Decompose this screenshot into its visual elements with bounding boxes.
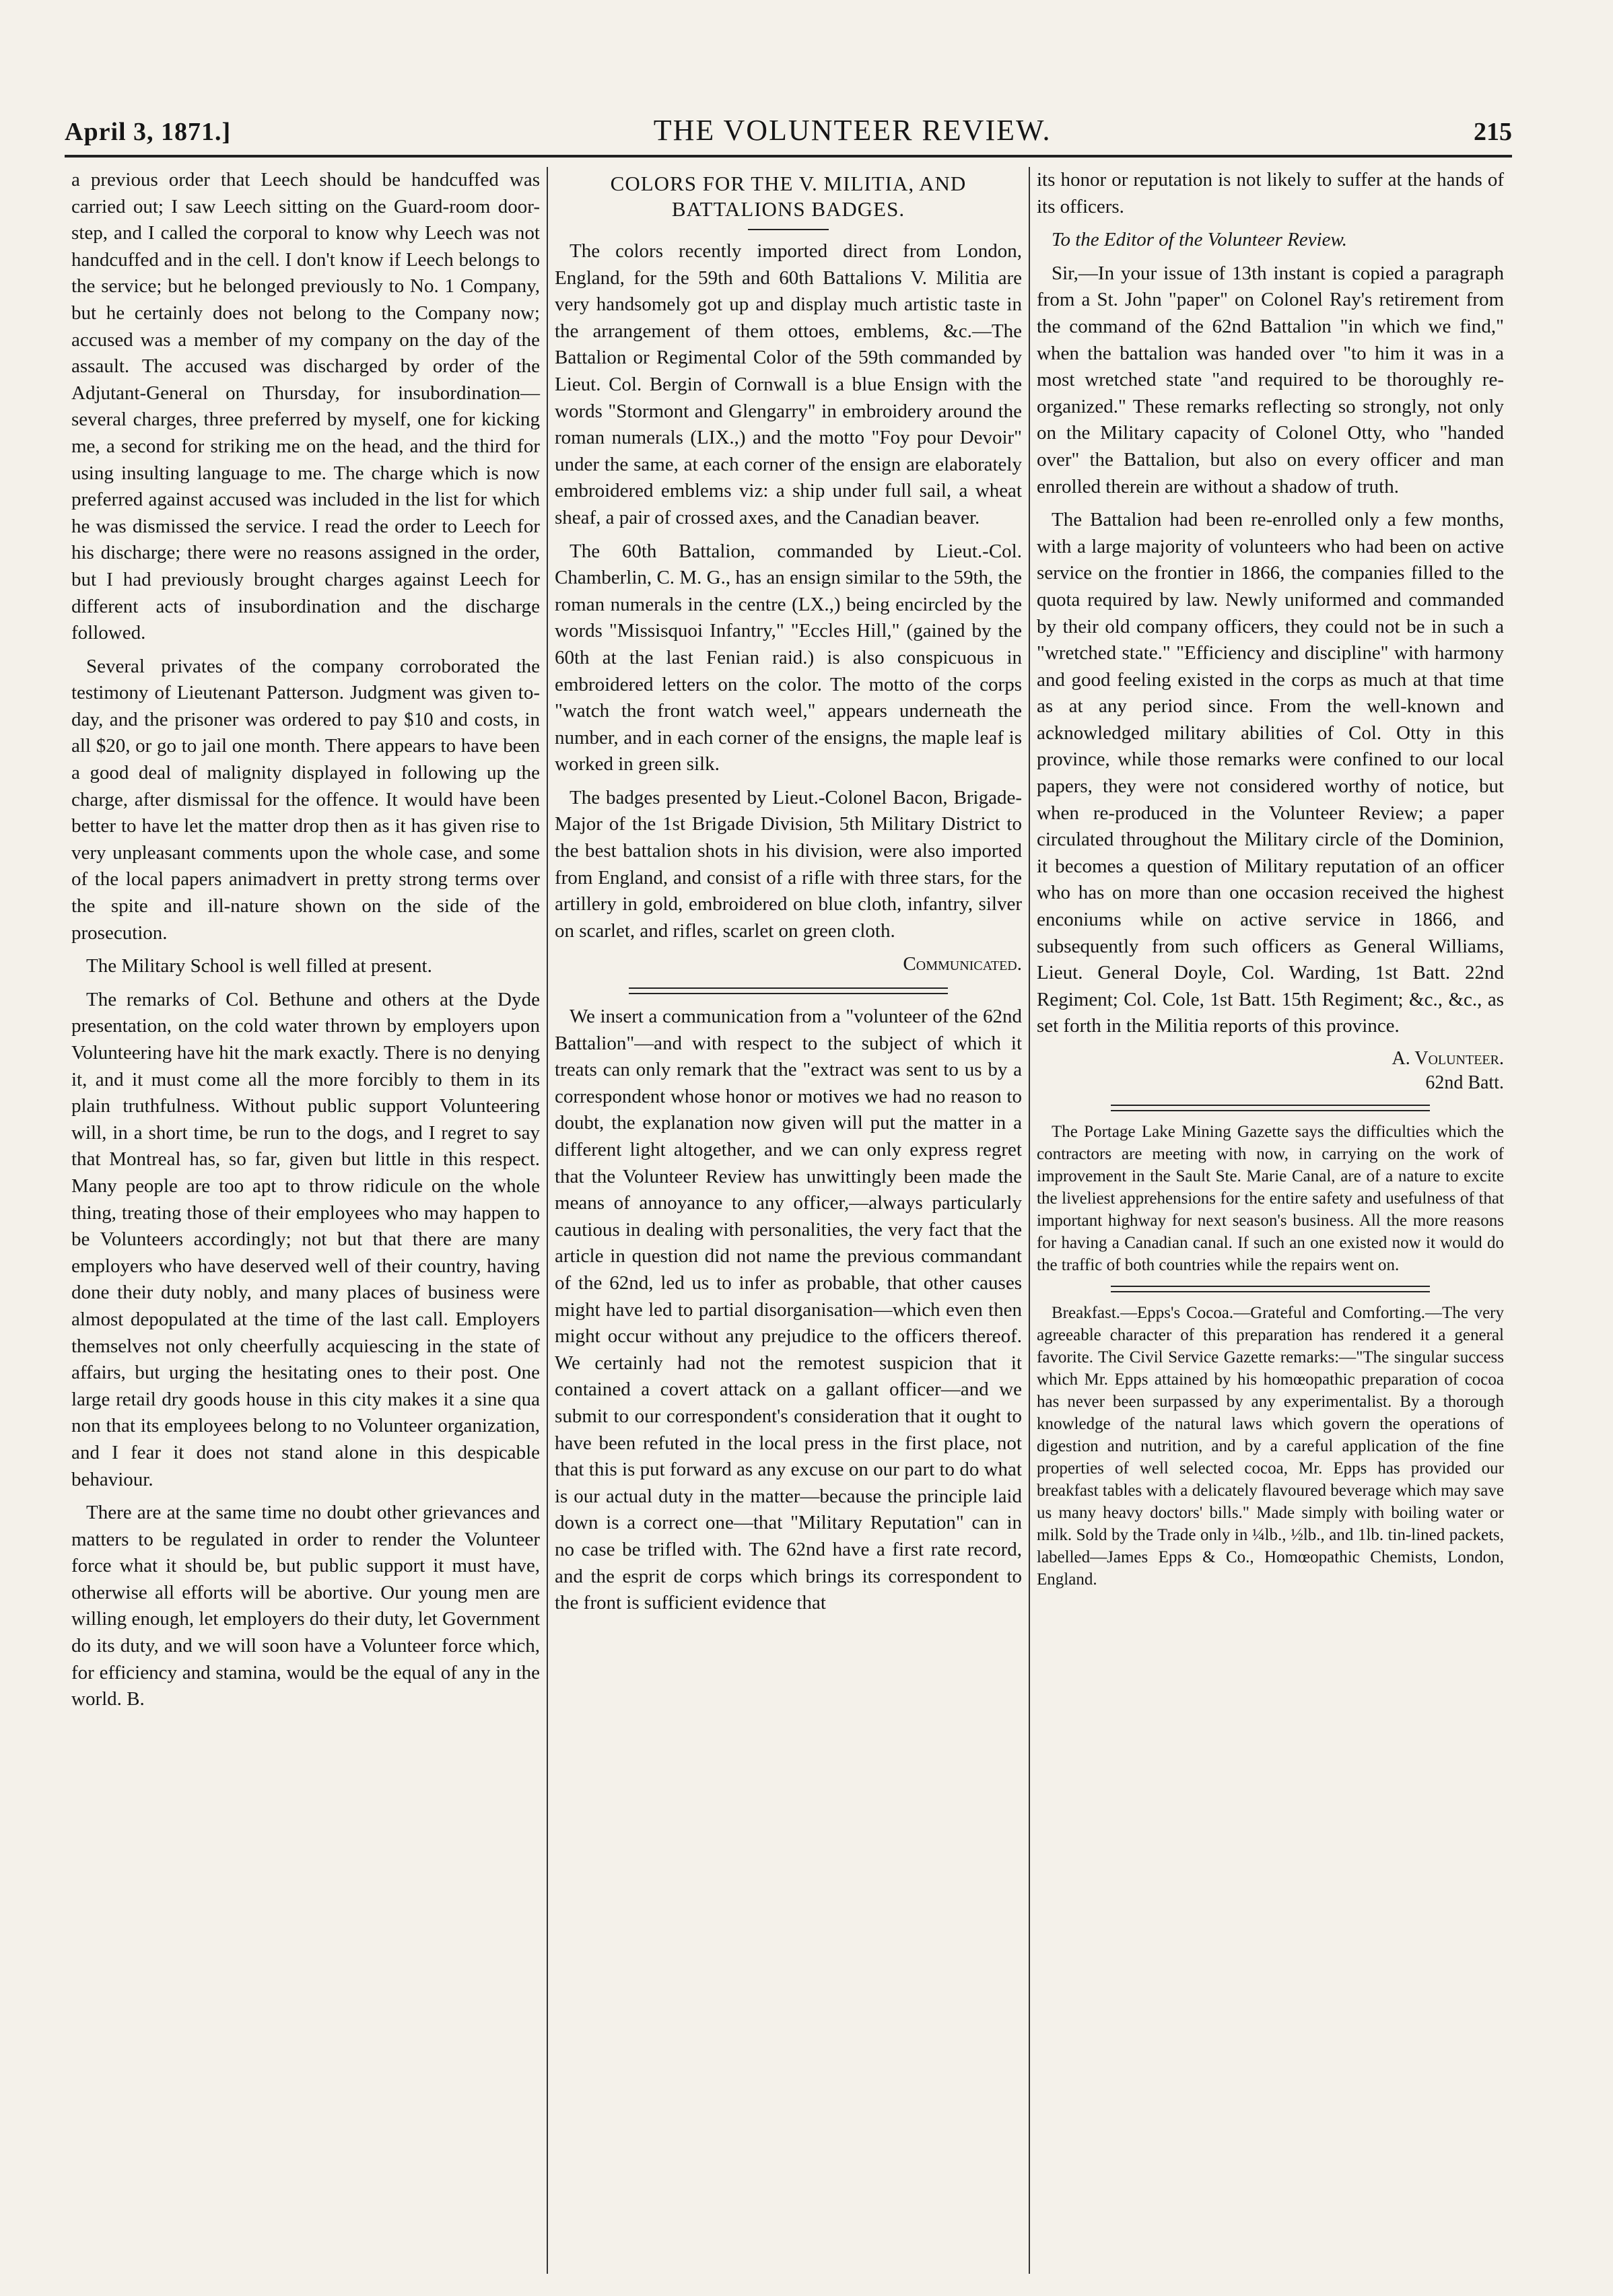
- paragraph: The 60th Battalion, commanded by Lieut.-Col. Chamberlin, C. M. G., has an ensign similar to the 59th, the roman numerals in the centre (LX.,) being encircled by the words "Missisquoi Infantry," "Eccles Hill," (gained by the 60th at the last Fenian raid.) is also conspicuous in embroidered letters on the color. The motto of the corps "watch the front watch weel," appears underneath the number, and in each corner of the ensigns, the maple leaf is worked in green silk.: [555, 540, 1022, 775]
- byline-communicated: Communicated.: [903, 953, 1022, 975]
- paragraph: We insert a communication from a "volunteer of the 62nd Battalion"—and with respect to the subject of which it treats can only remark that the "extract was sent to us by a correspondent whose honor or motives we had no reason to doubt, the explanation now given will put the matter in a different light altogether, and we can only express regret that the Volunteer Review has unwittingly been made the means of annoyance to any officer,—always particularly cautious in dealing with personalities, the very fact that the article in question did not name the previous commandant of the 62nd, led us to infer as probable, that other causes might have led to partial disorganisation—which even then might occur without any prejudice to the officers thereof. We certainly had not the remotest suspicion that it contained a covert attack on a gallant officer—and we submit to our correspondent's consideration that it ought to have been refuted in the local press in the first place, not that this is put forward as any excuse on our part to do what is our actual duty in the matter—because the principle laid down is a correct one—that "Military Reputation" can in no case be trifled with. The 62nd have a first rate record, and the esprit de corps which brings its correspondent to the front is sufficient evidence that: [555, 1006, 1022, 1614]
- divider: [1111, 1105, 1430, 1111]
- column-3: [1029, 167, 1511, 2274]
- article-heading: COLORS FOR THE V. MILITIA, AND BATTALIONS BADGES.: [610, 172, 967, 221]
- signature-unit: 62nd Batt.: [1425, 1072, 1504, 1093]
- divider: [1111, 1286, 1430, 1292]
- paragraph: The remarks of Col. Bethune and others at the Dyde presentation, on the cold water thrown by employers upon Volunteering have hit the mark exactly. There is no denying it, and it must come all the more forcibly to them in its plain truthfulness. Without public support Volunteering will, in a short time, be run to the dogs, and I regret to say that Montreal has, so far, given but little in this respect. Many people are too apt to throw ridicule on the whole thing, treating those of their employees who may happen to be Volunteers accordingly; not but that there are many employers who have deserved well of their country, having done their duty nobly, and many places of business were almost depopulated at the time of the last call. Employers themselves not only cheerfully acquiescing in the state of affairs, but urging the hesitating ones to their post. One large retail dry goods house in this city makes it a sine qua non that its employees belong to no Volunteer organization, and I fear it does not stand alone in this despicable behaviour.: [71, 988, 540, 1490]
- paragraph: The Military School is well filled at present.: [86, 955, 432, 977]
- paragraph: a previous order that Leech should be handcuffed was carried out; I saw Leech sitting on the Guard-room door-step, and I called the corporal to know why Leech was not handcuffed and in the cell. I don't know if Leech belongs to the service; but he belonged previously to No. 1 Company, but he certainly does not belong to the Company now; accused was a member of my company on the day of the assault. The accused was discharged by order of the Adjutant-General on Thursday, for insubordination—several charges, three preferred by myself, one for kicking me, a second for striking me on the head, and the third for using insulting language to me. The charge which is now preferred against accused was included in the list for which he was dismissed the service. I read the order to Leech for his discharge; there were no reasons assigned in the order, but I had previously brought charges against Leech for different acts of insubordination and the discharge followed.: [71, 169, 540, 644]
- paragraph: Sir,—In your issue of 13th instant is copied a paragraph from a St. John "paper" on Colonel Ray's retirement from the command of the 62nd Battalion "in which we find," when the battalion was handed over "to him it was in a most wretched state "and required to be thoroughly re-organized." These remarks reflecting so strongly, not only on the Military capacity of Colonel Otty, who "handed over" the Battalion, but also on every officer and man enrolled therein are without a shadow of truth.: [1037, 262, 1504, 497]
- paragraph: The colors recently imported direct from London, England, for the 59th and 60th Battalions V. Militia are very handsomely got up and display much artistic taste in the arrangement of them ottoes, emblems, &c.—The Battalion or Regimental Color of the 59th commanded by Lieut. Col. Bergin of Cornwall is a blue Ensign with the words "Stormont and Glengarry" in embroidery around the roman numerals (LIX.,) and the motto "Foy pour Devoir" under the same, at each corner of the ensign are elaborately embroidered emblems viz: a ship under full sail, a wheat sheaf, a pair of crossed axes, and the Canadian beaver.: [555, 240, 1022, 528]
- paragraph: There are at the same time no doubt other grievances and matters to be regulated in order to render the Volunteer force what it should be, but public support it must have, otherwise all efforts will be abortive. Our young men are willing enough, let employers do their duty, let Government do its duty, and we will soon have a Volunteer force which, for efficiency and stamina, would be the equal of any in the world. B.: [71, 1502, 540, 1710]
- divider: [629, 987, 948, 994]
- issue-date: April 3, 1871.]: [65, 118, 232, 146]
- paragraph: The Portage Lake Mining Gazette says the difficulties which the contractors are meeting with now, in carrying on the work of improvement in the Sault Ste. Marie Canal, are of a nature to excite the liveliest apprehensions for the entire safety and usefulness of that important highway for next season's business. All the more reasons for having a Canadian canal. If such an one existed now it would do the traffic of both countries while the repairs went on.: [1037, 1123, 1504, 1274]
- masthead-title: THE VOLUNTEER REVIEW.: [653, 114, 1052, 147]
- page-number: 215: [1474, 118, 1512, 146]
- columns: [65, 167, 1512, 2274]
- paragraph: Several privates of the company corroborated the testimony of Lieutenant Patterson. Judgment was given to-day, and the prisoner was ordered to pay $10 and costs, in all $20, or go to jail one month. There appears to have been a good deal of malignity displayed in following up the charge, after dismissal for the offence. It would have been better to have let the matter drop then as it has given rise to very unpleasant comments upon the whole case, and some of the local papers animadvert in pretty strong terms over the spite and ill-nature shown on the side of the prosecution.: [71, 655, 540, 944]
- paragraph: The Battalion had been re-enrolled only a few months, with a large majority of volunteers who had been on active service on the frontier in 1866, the companies filled to the quota required by law. Newly uniformed and commanded by their old company officers, they could not be in such a "wretched state." "Efficiency and discipline" with harmony and good feeling existed in the corps as much at that time as at any period since. From the well-known and acknowledged military abilities of Col. Otty in this province, while those remarks were confined to our local papers, they were not considered worthy of notice, but when re-produced in the Volunteer Review; a paper circulated throughout the Military circle of the Dominion, it becomes a question of Military reputation of an officer who has on more than one occasion received the highest enconiums while on active service in 1866, and subsequently from such officers as General Williams, Lieut. General Doyle, Col. Warding, 1st Batt. 22nd Regiment; Col. Cole, 1st Batt. 15th Regiment; &c., &c., as set forth in the Militia reports of this province.: [1037, 509, 1504, 1037]
- divider: [748, 229, 829, 230]
- advertisement: Breakfast.—Epps's Cocoa.—Grateful and Comforting.—The very agreeable character of this preparation has rendered it a general favorite. The Civil Service Gazette remarks:—"The singular success which Mr. Epps attained by his homœopathic preparation of cocoa has never been surpassed by any experimentalist. By a thorough knowledge of the natural laws which govern the operations of digestion and nutrition, and by a careful application of the fine properties of well selected cocoa, Mr. Epps has provided our breakfast tables with a delicately flavoured beverage which may save us many heavy doctors' bills." Made simply with boiling water or milk. Sold by the Trade only in ¼lb., ½lb., and 1lb. tin-lined packets, labelled—James Epps & Co., Homœopathic Chemists, London, England.: [1037, 1304, 1504, 1589]
- column-1: [65, 167, 547, 2274]
- column-2: [547, 167, 1029, 2274]
- page-header: [65, 113, 1512, 158]
- signature: [1037, 1047, 1504, 1095]
- paragraph: The badges presented by Lieut.-Colonel Bacon, Brigade-Major of the 1st Brigade Division, 5th Military District to the best battalion shots in his division, were also imported from England, and consist of a rifle with three stars, for the artillery in gold, embroidered on blue cloth, infantry, silver on scarlet, and rifles, scarlet on green cloth.: [555, 786, 1022, 942]
- letter-addressee: To the Editor of the Volunteer Review.: [1052, 229, 1347, 251]
- paragraph: its honor or reputation is not likely to suffer at the hands of its officers.: [1037, 169, 1504, 217]
- signature-name: A. Volunteer.: [1392, 1048, 1504, 1069]
